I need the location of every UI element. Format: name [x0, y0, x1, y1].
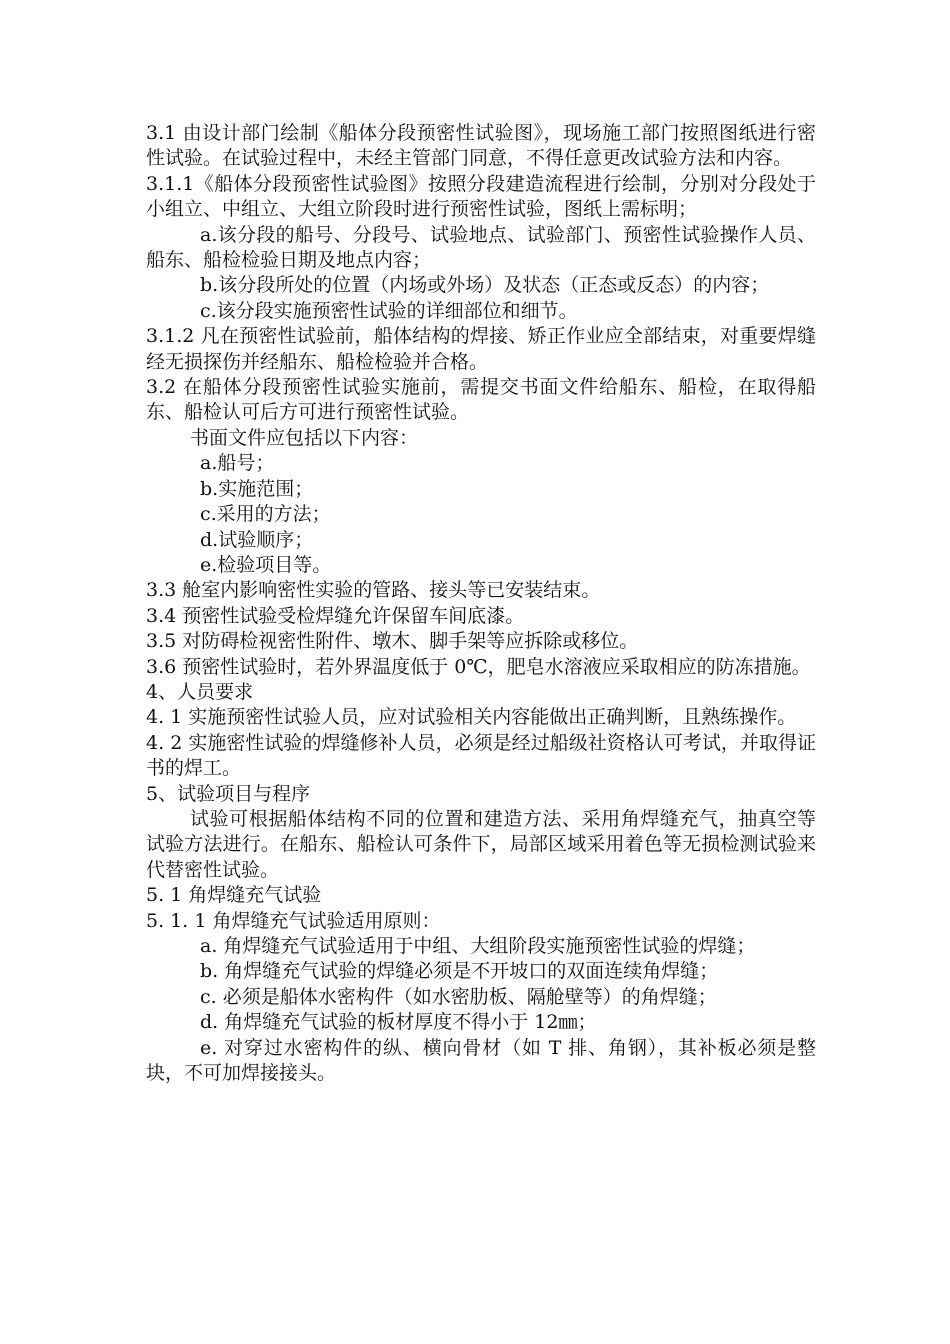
paragraph-3-5: 3.5 对防碍检视密性附件、墩木、脚手架等应拆除或移位。 — [146, 630, 639, 653]
paragraph-3-1-1: 3.1.1《船体分段预密性试验图》按照分段建造流程进行绘制，分别对分段处于小组立、中组立、大组立阶段时进行预密性试验，图纸上需标明； — [146, 172, 816, 221]
list-item: b.该分段所处的位置（内场或外场）及状态（正态或反态）的内容； — [200, 274, 770, 297]
list-item: d.试验顺序； — [200, 528, 314, 551]
subsection-heading-5-1: 5. 1 角焊缝充气试验 — [146, 884, 322, 907]
paragraph-4-1: 4. 1 实施预密性试验人员，应对试验相关内容能做出正确判断，且熟练操作。 — [146, 706, 797, 729]
paragraph-docs-intro: 书面文件应包括以下内容： — [190, 426, 419, 449]
paragraph-3-4: 3.4 预密性试验受检焊缝允许保留车间底漆。 — [146, 604, 525, 627]
document-page — [146, 121, 816, 1086]
list-item: a. 角焊缝充气试验适用于中组、大组阶段实施预密性试验的焊缝； — [200, 935, 756, 957]
list-item: d. 角焊缝充气试验的板材厚度不得小于 12㎜； — [200, 1011, 597, 1034]
paragraph-3-6: 3.6 预密性试验时，若外界温度低于 0℃，肥皂水溶液应采取相应的防冻措施。 — [146, 655, 811, 678]
list-item: b. 角焊缝充气试验的焊缝必须是不开坡口的双面连续角焊缝； — [200, 960, 719, 983]
list-item: c.采用的方法； — [200, 503, 331, 526]
paragraph-4-2: 4. 2 实施密性试验的焊缝修补人员，必须是经过船级社资格认可考试，并取得证书的焊工。 — [146, 731, 816, 780]
list-item: c.该分段实施预密性试验的详细部位和细节。 — [200, 299, 578, 322]
section-heading-4: 4、人员要求 — [146, 680, 254, 703]
list-item: c. 必须是船体水密构件（如水密肋板、隔舱壁等）的角焊缝； — [200, 985, 717, 1008]
section-heading-5: 5、试验项目与程序 — [146, 782, 311, 805]
list-item: a.该分段的船号、分段号、试验地点、试验部门、预密性试验操作人员、船东、船检检验日期及地点内容； — [146, 223, 816, 272]
list-item: e.检验项目等。 — [200, 553, 332, 576]
list-item: b.实施范围； — [200, 477, 314, 500]
paragraph-3-3: 3.3 舱室内影响密性实验的管路、接头等已安装结束。 — [146, 579, 601, 602]
list-item: a.船号； — [200, 452, 275, 475]
paragraph-3-1: 3.1 由设计部门绘制《船体分段预密性试验图》，现场施工部门按照图纸进行密性试验。在试验过程中，未经主管部门同意，不得任意更改试验方法和内容。 — [146, 122, 816, 170]
paragraph-5-intro: 试验可根据船体结构不同的位置和建造方法、采用角焊缝充气，抽真空等试验方法进行。在船东、船检认可条件下，局部区域采用着色等无损检测试验来代替密性试验。 — [146, 807, 816, 881]
paragraph-3-1-2: 3.1.2 凡在预密性试验前，船体结构的焊接、矫正作业应全部结束，对重要焊缝经无损探伤并经船东、船检检验并合格。 — [146, 325, 816, 373]
paragraph-3-2: 3.2 在船体分段预密性试验实施前，需提交书面文件给船东、船检，在取得船东、船检认可后方可进行预密性试验。 — [146, 376, 816, 424]
list-item: e. 对穿过水密构件的纵、横向骨材（如 T 排、角钢），其补板必须是整块，不可加焊接接头。 — [146, 1036, 816, 1085]
paragraph-5-1-1: 5. 1. 1 角焊缝充气试验适用原则： — [146, 909, 441, 932]
